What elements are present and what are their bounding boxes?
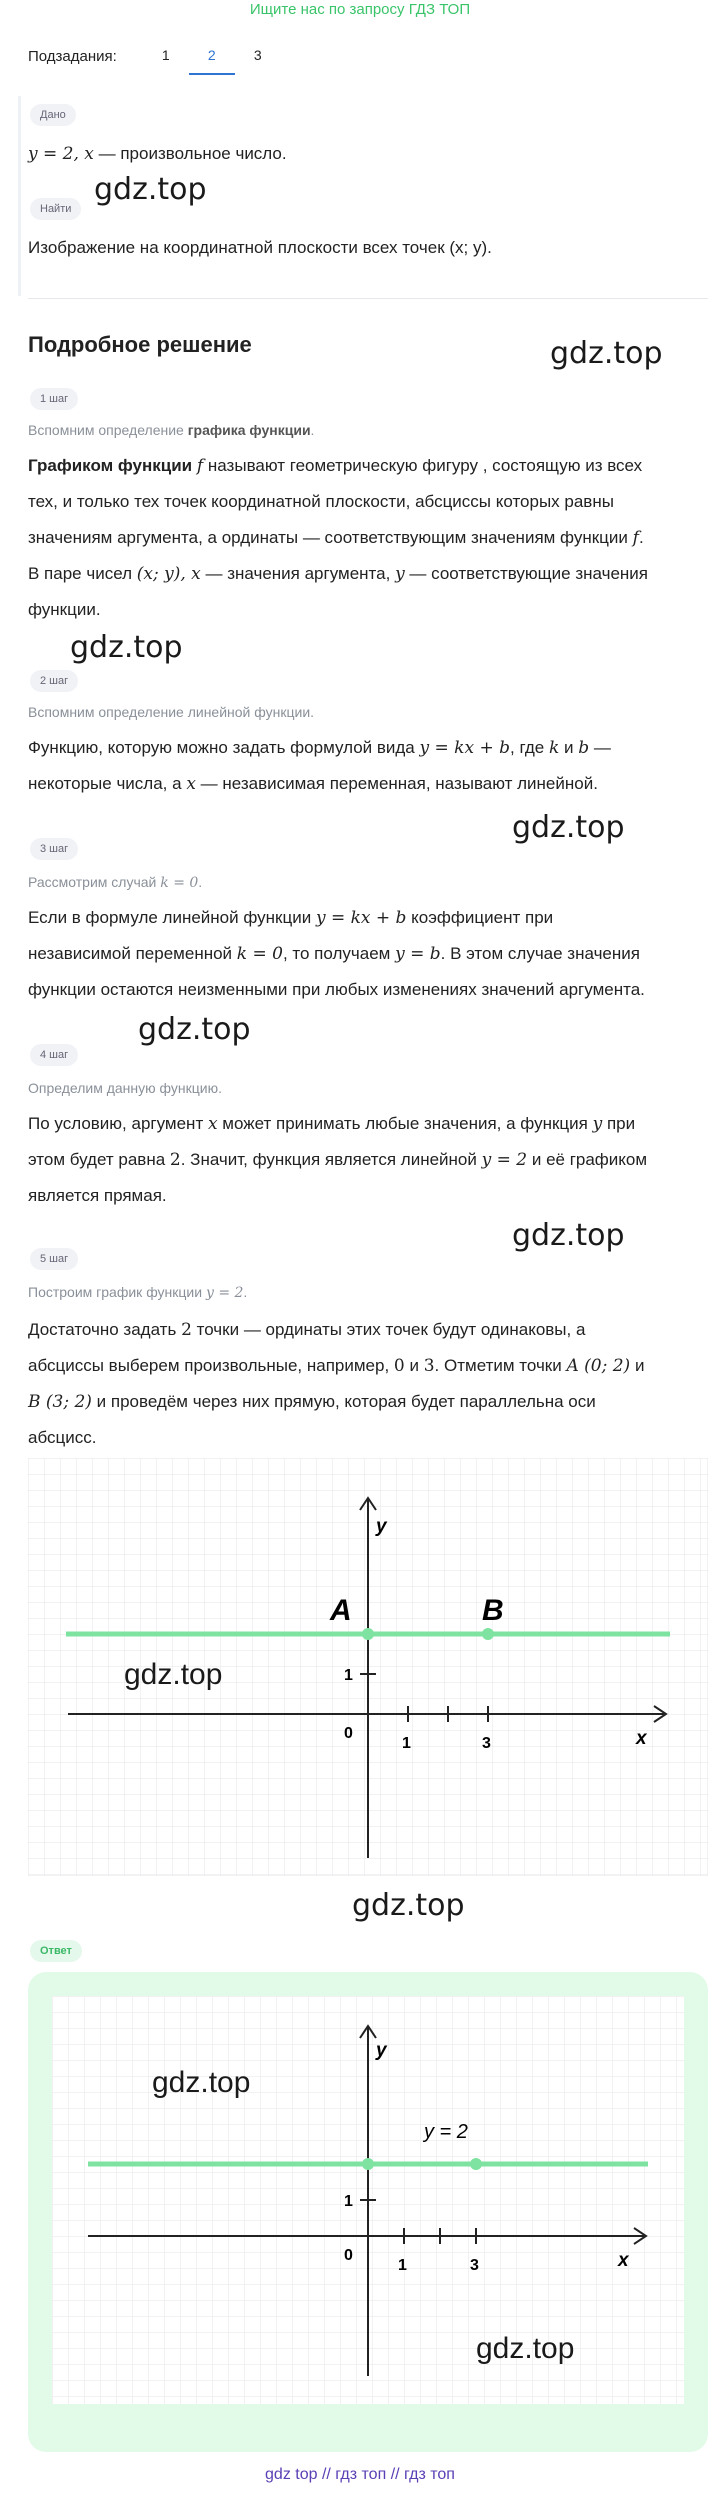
answer-line-label: y = 2 bbox=[424, 2121, 468, 2143]
footer-links[interactable]: gdz top // гдз топ // гдз топ bbox=[265, 2466, 455, 2483]
point-b bbox=[482, 1628, 494, 1640]
step-1-label: 1 шаг bbox=[30, 388, 78, 410]
graph-y-equals-2 bbox=[28, 1458, 708, 1876]
step-1-hint: Вспомним определение графика функции. bbox=[28, 422, 315, 438]
given-text bbox=[28, 136, 287, 172]
given-sidebar bbox=[18, 96, 21, 296]
find-label: Найти bbox=[30, 198, 81, 220]
step-4-label: 4 шаг bbox=[30, 1044, 78, 1066]
step-3-paragraph: Если в формуле линейной функции y = kx + b коэффициент при независимой переменной k = 0, то получаем y = b. В этом случае значения функции остаются неизменными при любых изменениях значений аргумента. bbox=[28, 908, 645, 999]
step-5-paragraph: Достаточно задать 2 точки — ординаты этих точек будут одинаковы, а абсциссы выберем произвольные, например, 0 и 3. Отметим точки A (0; 2) и B (3; 2) и проведём через них прямую, которая будет параллельна оси абсцисс. bbox=[28, 1320, 645, 1447]
search-banner: Ищите нас по запросу ГДЗ ТОП bbox=[249, 1, 471, 18]
answer-x-tick-label-3: 3 bbox=[470, 2257, 479, 2274]
answer-point-b bbox=[470, 2158, 482, 2170]
y-axis-label: y bbox=[376, 1516, 387, 1537]
watermark: gdz.top bbox=[124, 1658, 223, 1691]
x-axis-label: x bbox=[636, 1728, 647, 1749]
step-5-label: 5 шаг bbox=[30, 1248, 78, 1270]
subtasks-label: Подзадания: bbox=[28, 47, 117, 65]
watermark: gdz.top bbox=[550, 336, 663, 371]
step-4-paragraph: По условию, аргумент x может принимать любые значения, а функция y при этом будет равна 2. Значит, функция является линейной y = 2 и её графиком является прямая. bbox=[28, 1114, 648, 1205]
answer-point-a bbox=[362, 2158, 374, 2170]
step-1-paragraph-1: Графиком функции f называют геометрическую фигуру , состоящую из всех тех, и только тех точек координатной плоскости, абсциссы которых равны значениям аргумента, а ординаты — соответствующим значениям функции f. bbox=[28, 456, 644, 548]
watermark: gdz.top bbox=[138, 1012, 251, 1047]
step-1-paragraph-2: В паре чисел (x; y), x — значения аргумента, y — соответствующие значения функции. bbox=[28, 564, 648, 619]
step-3-hint: Рассмотрим случай k = 0. bbox=[28, 874, 203, 891]
y-tick-label-1: 1 bbox=[344, 1667, 353, 1684]
subtasks-nav bbox=[28, 38, 281, 74]
point-a-label: A bbox=[330, 1594, 352, 1627]
solution-title: Подробное решение bbox=[28, 332, 252, 357]
answer-y-tick-label-1: 1 bbox=[344, 2193, 353, 2210]
subtask-tab-1[interactable]: 1 bbox=[161, 47, 170, 63]
point-a bbox=[362, 1628, 374, 1640]
divider bbox=[28, 298, 708, 299]
watermark: gdz.top bbox=[70, 630, 183, 665]
find-text: Изображение на координатной плоскости всех точек (x; y). bbox=[28, 238, 492, 257]
answer-y-axis-label: y bbox=[376, 2040, 387, 2061]
answer-x-axis-label: x bbox=[618, 2250, 629, 2271]
watermark: gdz.top bbox=[152, 2066, 251, 2099]
answer-origin-label: 0 bbox=[344, 2247, 353, 2264]
step-2-hint: Вспомним определение линейной функции. bbox=[28, 704, 315, 720]
subtask-tab-3[interactable]: 3 bbox=[253, 47, 262, 63]
watermark: gdz.top bbox=[512, 810, 625, 845]
answer-graph bbox=[52, 1996, 684, 2404]
given-rest: — произвольное число. bbox=[98, 144, 287, 163]
step-5-hint: Построим график функции y = 2. bbox=[28, 1284, 248, 1301]
origin-label: 0 bbox=[344, 1725, 353, 1742]
watermark: gdz.top bbox=[476, 2332, 575, 2365]
x-tick-label-1: 1 bbox=[402, 1735, 411, 1752]
x-tick-label-3: 3 bbox=[482, 1735, 491, 1752]
step-2-label: 2 шаг bbox=[30, 670, 78, 692]
step-3-label: 3 шаг bbox=[30, 838, 78, 860]
answer-label: Ответ bbox=[30, 1940, 82, 1962]
watermark: gdz.top bbox=[94, 172, 207, 207]
given-math: y = 2, x bbox=[28, 144, 94, 164]
step-4-hint: Определим данную функцию. bbox=[28, 1080, 222, 1096]
subtask-tab-2[interactable]: 2 bbox=[189, 37, 235, 75]
given-label: Дано bbox=[30, 104, 76, 126]
step-2-paragraph: Функцию, которую можно задать формулой вида y = kx + b, где k и b — некоторые числа, а x — независимая переменная, называют линейной. bbox=[28, 738, 611, 794]
answer-x-tick-label-1: 1 bbox=[398, 2257, 407, 2274]
watermark: gdz.top bbox=[352, 1888, 465, 1923]
watermark: gdz.top bbox=[512, 1218, 625, 1253]
point-b-label: B bbox=[482, 1594, 504, 1627]
